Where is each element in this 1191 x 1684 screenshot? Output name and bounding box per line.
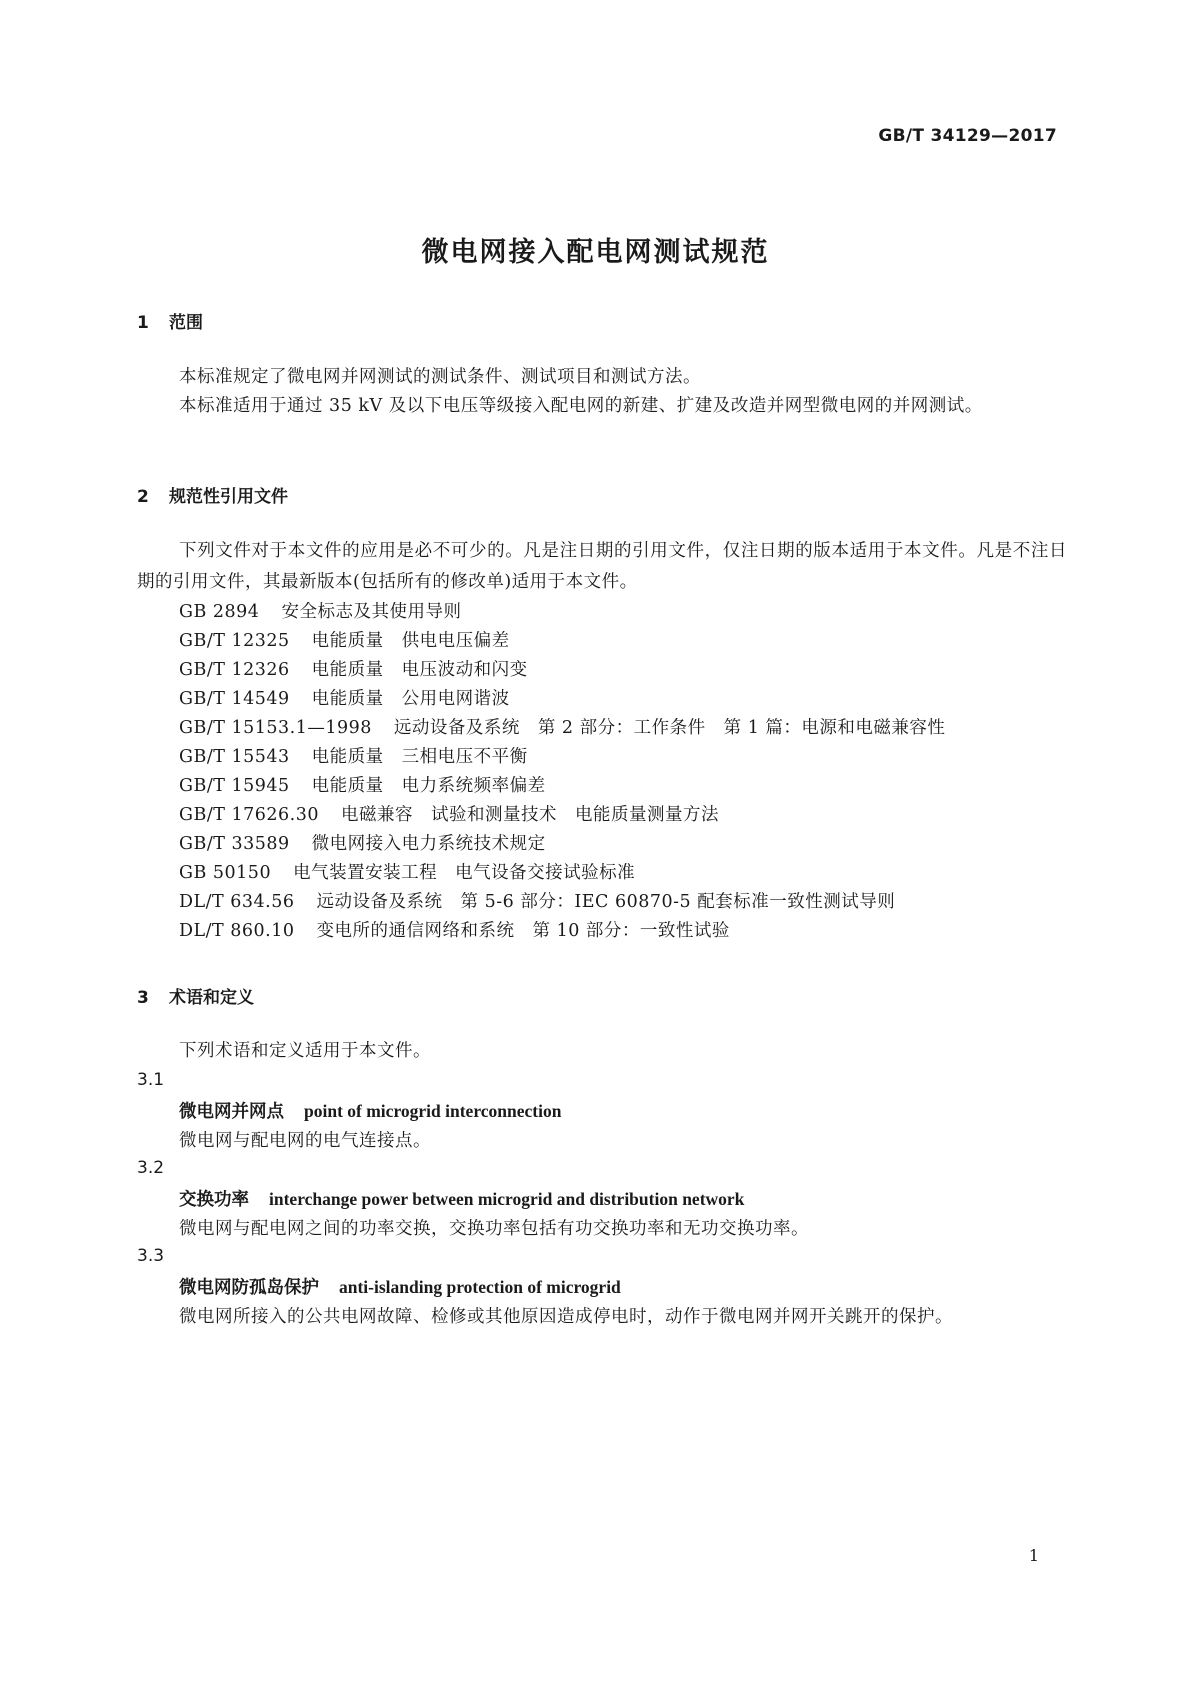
section-2-heading <box>137 482 288 507</box>
reference-item <box>179 830 546 855</box>
reference-title: 微电网接入电力系统技术规定 <box>311 834 546 854</box>
reference-item <box>179 801 719 826</box>
term-definition: 微电网与配电网之间的功率交换，交换功率包括有功交换功率和无功交换功率。 <box>179 1219 809 1239</box>
reference-code: DL/T 860.10 <box>179 921 295 941</box>
reference-item <box>179 598 461 623</box>
page-number: 1 <box>1028 1546 1039 1565</box>
reference-item <box>179 743 528 768</box>
term-english: interchange power between microgrid and distribution network <box>269 1189 745 1209</box>
term-chinese: 微电网防孤岛保护 <box>179 1278 319 1298</box>
reference-code: GB/T 14549 <box>179 689 290 709</box>
reference-title: 电能质量 三相电压不平衡 <box>311 747 528 767</box>
reference-title: 远动设备及系统 第 5-6 部分：IEC 60870-5 配套标准一致性测试导则 <box>316 892 896 912</box>
reference-title: 电能质量 电力系统频率偏差 <box>311 776 546 796</box>
term-english: anti-islanding protection of microgrid <box>339 1277 621 1297</box>
term-english: point of microgrid interconnection <box>304 1101 562 1121</box>
reference-title: 电能质量 电压波动和闪变 <box>311 660 528 680</box>
reference-code: GB/T 15945 <box>179 776 290 796</box>
reference-code: GB/T 33589 <box>179 834 290 854</box>
reference-code: DL/T 634.56 <box>179 892 295 912</box>
term-title <box>179 1186 744 1211</box>
section-number: 3 <box>137 988 149 1008</box>
reference-item <box>179 714 945 739</box>
section-number: 2 <box>137 487 149 507</box>
section-1-paragraph-1: 本标准规定了微电网并网测试的测试条件、测试项目和测试方法。 <box>179 367 701 387</box>
reference-item <box>179 917 730 942</box>
section-title: 规范性引用文件 <box>169 487 288 507</box>
term-number: 3.3 <box>137 1246 165 1266</box>
reference-code: GB/T 15543 <box>179 747 290 767</box>
reference-code: GB 2894 <box>179 602 260 622</box>
reference-item <box>179 772 546 797</box>
reference-item <box>179 685 510 710</box>
reference-item <box>179 627 510 652</box>
section-1-heading <box>137 308 203 333</box>
standard-number: GB/T 34129—2017 <box>878 126 1057 146</box>
reference-item <box>179 656 528 681</box>
document-title: 微电网接入配电网测试规范 <box>421 237 770 268</box>
section-number: 1 <box>137 313 149 333</box>
reference-code: GB/T 12326 <box>179 660 290 680</box>
term-definition: 微电网与配电网的电气连接点。 <box>179 1131 431 1151</box>
section-title: 范围 <box>169 313 203 333</box>
reference-title: 电气装置安装工程 电气设备交接试验标准 <box>293 863 636 883</box>
term-number: 3.2 <box>137 1158 165 1178</box>
reference-title: 电能质量 公用电网谐波 <box>311 689 510 709</box>
section-title: 术语和定义 <box>169 988 254 1008</box>
term-definition: 微电网所接入的公共电网故障、检修或其他原因造成停电时，动作于微电网并网开关跳开的保护。 <box>179 1307 953 1327</box>
section-3-heading <box>137 983 254 1008</box>
reference-item <box>179 888 895 913</box>
reference-code: GB/T 17626.30 <box>179 805 319 825</box>
term-chinese: 交换功率 <box>179 1190 249 1210</box>
term-title <box>179 1274 621 1299</box>
section-2-intro: 下列文件对于本文件的应用是必不可少的。凡是注日期的引用文件，仅注日期的版本适用于本文件。凡是不注日期的引用文件，其最新版本(包括所有的修改单)适用于本文件。 <box>137 541 1067 592</box>
reference-title: 电磁兼容 试验和测量技术 电能质量测量方法 <box>340 805 719 825</box>
reference-code: GB 50150 <box>179 863 272 883</box>
section-3-intro: 下列术语和定义适用于本文件。 <box>179 1041 431 1061</box>
term-chinese: 微电网并网点 <box>179 1102 284 1122</box>
reference-code: GB/T 12325 <box>179 631 290 651</box>
reference-title: 变电所的通信网络和系统 第 10 部分：一致性试验 <box>316 921 730 941</box>
term-number: 3.1 <box>137 1070 165 1090</box>
reference-title: 远动设备及系统 第 2 部分：工作条件 第 1 篇：电源和电磁兼容性 <box>393 718 946 738</box>
reference-title: 安全标志及其使用导则 <box>281 602 462 622</box>
reference-code: GB/T 15153.1—1998 <box>179 718 372 738</box>
term-title <box>179 1098 561 1123</box>
reference-item <box>179 859 635 884</box>
reference-title: 电能质量 供电电压偏差 <box>311 631 510 651</box>
section-1-paragraph-2: 本标准适用于通过 35 kV 及以下电压等级接入配电网的新建、扩建及改造并网型微电网的并网测试。 <box>179 396 983 416</box>
